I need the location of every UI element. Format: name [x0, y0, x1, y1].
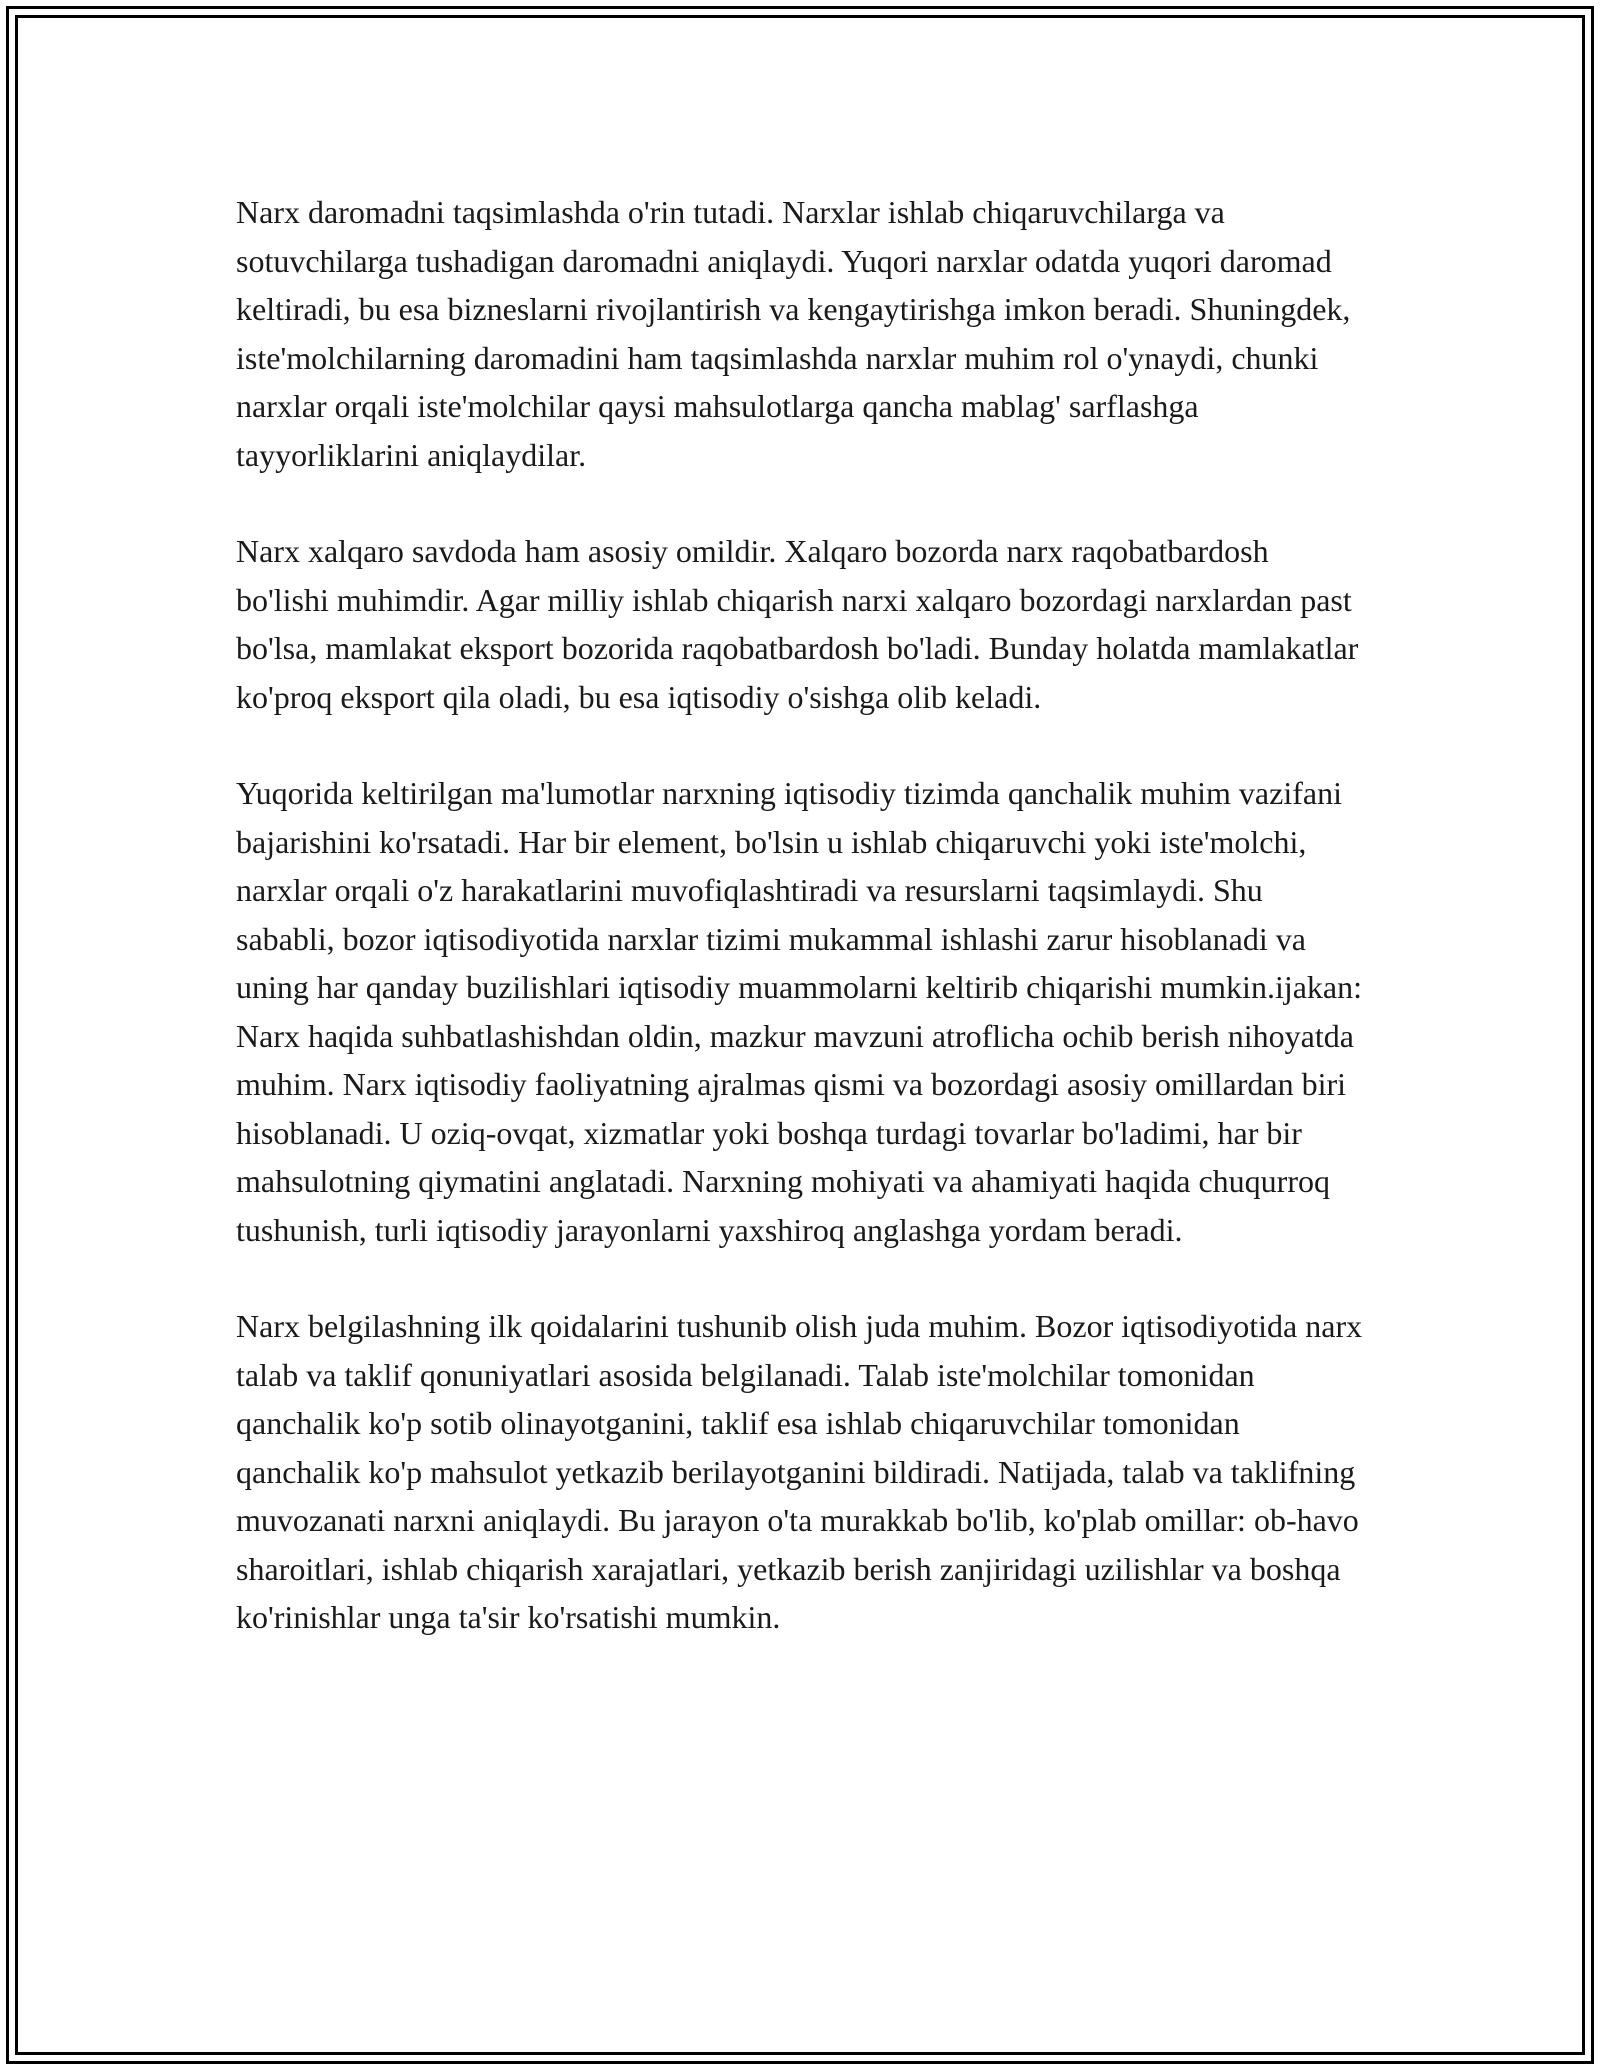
paragraph-economic-role: Yuqorida keltirilgan ma'lumotlar narxning iqtisodiy tizimda qanchalik muhim vazifani bajarishini ko'rsatadi. Har bir element, bo'lsin u ishlab chiqaruvchi yoki iste'molchi, narxlar orqali o'z harakatlarini muvofiqlashtiradi va resurslarni taqsimlaydi. Shu sababli, bozor iqtisodiyotida narxlar tizimi mukammal ishlashi zarur hisoblanadi va uning har qanday buzilishlari iqtisodiy muammolarni keltirib chiqarishi mumkin.ijakan: Narx haqida suhbatlashishdan oldin, mazkur mavzuni atroflicha ochib berish nihoyatda muhim. Narx iqtisodiy faoliyatning ajralmas qismi va bozordagi asosiy omillardan biri hisoblanadi. U oziq-ovqat, xizmatlar yoki boshqa turdagi tovarlar bo'ladimi, har bir mahsulotning qiymatini anglatadi. Narxning mohiyati va ahamiyati haqida chuqurroq tushunish, turli iqtisodiy jarayonlarni yaxshiroq anglashga yordam beradi.	[236, 775, 1363, 1248]
document-body	[236, 188, 1366, 1690]
paragraph-international-trade: Narx xalqaro savdoda ham asosiy omildir. Xalqaro bozorda narx raqobatbardosh bo'lishi muhimdir. Agar milliy ishlab chiqarish narxi xalqaro bozordagi narxlardan past bo'lsa, mamlakat eksport bozorida raqobatbardosh bo'ladi. Bunday holatda mamlakatlar ko'proq eksport qila oladi, bu esa iqtisodiy o'sishga olib keladi.	[236, 533, 1359, 715]
paragraph-income-distribution: Narx daromadni taqsimlashda o'rin tutadi. Narxlar ishlab chiqaruvchilarga va sotuvchilarga tushadigan daromadni aniqlaydi. Yuqori narxlar odatda yuqori daromad keltiradi, bu esa bizneslarni rivojlantirish va kengaytirishga imkon beradi. Shuningdek, iste'molchilarning daromadini ham taqsimlashda narxlar muhim rol o'ynaydi, chunki narxlar orqali iste'molchilar qaysi mahsulotlarga qancha mablag' sarflashga tayyorliklarini aniqlaydilar.	[236, 194, 1351, 473]
paragraph-supply-demand: Narx belgilashning ilk qoidalarini tushunib olish juda muhim. Bozor iqtisodiyotida narx talab va taklif qonuniyatlari asosida belgilanadi. Talab iste'molchilar tomonidan qanchalik ko'p sotib olinayotganini, taklif esa ishlab chiqaruvchilar tomonidan qanchalik ko'p mahsulot yetkazib berilayotganini bildiradi. Natijada, talab va taklifning muvozanati narxni aniqlaydi. Bu jarayon o'ta murakkab bo'lib, ko'plab omillar: ob-havo sharoitlari, ishlab chiqarish xarajatlari, yetkazib berish zanjiridagi uzilishlar va boshqa ko'rinishlar unga ta'sir ko'rsatishi mumkin.	[236, 1308, 1363, 1635]
